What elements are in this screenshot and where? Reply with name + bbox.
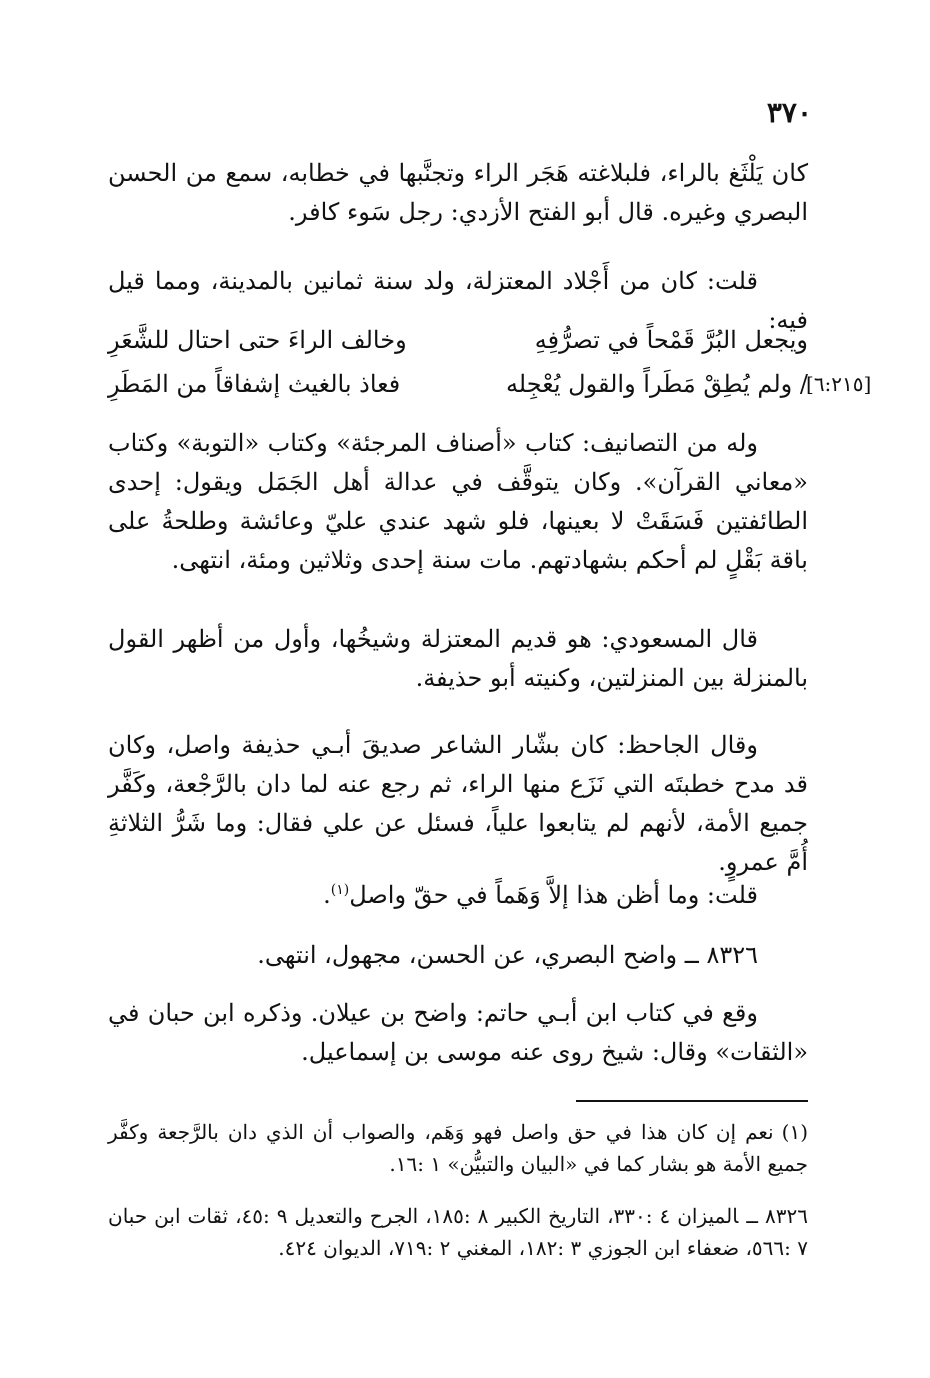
paragraph-text: ٨٣٢٦ ــ واضح البصري، عن الحسن، مجهول، انتهى.: [257, 941, 758, 969]
paragraph-text: قال المسعودي: هو قديم المعتزلة وشيخُها، وأول من أظهر القول بالمنزلة بين المنزلتين، وكنيته أبو حذيفة.: [108, 625, 808, 692]
paragraph-works: [108, 424, 808, 580]
paragraph-vasil-intro: [108, 154, 808, 232]
verse-second-hemistich: فعاذ بالغيث إشفاقاً من المَطَرِ: [108, 370, 401, 398]
paragraph-text: [108, 876, 808, 915]
footnote-marker: (١): [781, 1120, 808, 1144]
paragraph-text: وله من التصانيف: كتاب «أصناف المرجئة» وكتاب «التوبة» وكتاب «معاني القرآن». وكان يتوقَّف في عدالة أهل الجَمَل ويقول: إحدى الطائفتين فَسَقَتْ لا بعينها، فلو شهد عندي عليّ وعائشة وطلحةُ على باقة بَقْلٍ لم أحكم بشهادتهم. مات سنة إحدى وثلاثين ومئة، انتهى.: [108, 429, 808, 574]
paragraph-author-comment: [108, 876, 808, 915]
paragraph-text: وقال الجاحظ: كان بشّار الشاعر صديقَ أبـي حذيفة واصل، وكان قد مدح خطبتَه التي نَزَع منها الراء، ثم رجع عنه لما دان بالرَّجْعة، وكَفَّر جميع الأمة، لأنهم لم يتابعوا علياً، فسئل عن علي فقال: وما شَرُّ الثلاثةِ أُمَّ عمروٍ.: [108, 731, 808, 876]
verse-first-hemistich: ويجعل البُرَّ قَمْحاً في تصرُّفِهِ: [534, 326, 808, 354]
footnote-separator: [576, 1100, 808, 1102]
footnote-text: [108, 1116, 808, 1180]
paragraph-masudi: [108, 620, 808, 698]
footnote-marker: ٨٣٢٦ ــ: [746, 1204, 808, 1228]
paragraph-text: قلت: كان من أَجْلاد المعتزلة، ولد سنة ثمانين بالمدينة، ومما قيل فيه:: [108, 267, 808, 334]
paragraph-jahiz: [108, 726, 808, 882]
verse-second-hemistich: وخالف الراءَ حتى احتال للشَّعَرِ: [108, 326, 407, 354]
verse-line-2: [108, 364, 808, 404]
comment-end: .: [323, 881, 331, 909]
footnote-8326: [108, 1200, 808, 1264]
entry-8326-heading: [108, 936, 808, 975]
footnote-1: [108, 1116, 808, 1180]
footnote-ref: (١): [330, 882, 350, 898]
comment-text: قلت: وما أظن هذا إلاَّ وَهَماً في حقّ واصل: [349, 881, 758, 909]
footnote-body: الميزان ٤ :٣٣٠، التاريخ الكبير ٨ :١٨٥، الجرح والتعديل ٩ :٤٥، ثقات ابن حبان ٧ :٥٦٦، ضعفاء ابن الجوزي ٣ :١٨٢، المغني ٢ :٧١٩، الديوان ٤٢٤.: [108, 1204, 808, 1260]
paragraph-text: وقع في كتاب ابن أبـي حاتم: واضح بن عيلان. وذكره ابن حبان في «الثقات» وقال: شيخ روى عنه موسى بن إسماعيل.: [108, 999, 808, 1066]
page-number: ٣٧٠: [766, 96, 812, 129]
footnote-body: نعم إن كان هذا في حق واصل فهو وَهَم، والصواب أن الذي دان بالرَّجعة وكفَّر جميع الأمة هو بشار كما في «البيان والتبيُّن» ١ :١٦.: [108, 1120, 808, 1176]
verse-line-1: [108, 320, 808, 360]
paragraph-text: كان يَلْثَغ بالراء، فلبلاغته هَجَر الراء وتجنَّبها في خطابه، سمع من الحسن البصري وغيره. قال أبو الفتح الأزدي: رجل سَوء كافر.: [108, 159, 808, 226]
verse-first-hemistich: / ولم يُطِقْ مَطَراً والقول يُعْجِله: [505, 370, 808, 398]
paragraph-ibn-abi-hatim: [108, 994, 808, 1072]
footnote-text: [108, 1200, 808, 1264]
margin-reference: [٦:٢١٥]: [806, 372, 872, 396]
